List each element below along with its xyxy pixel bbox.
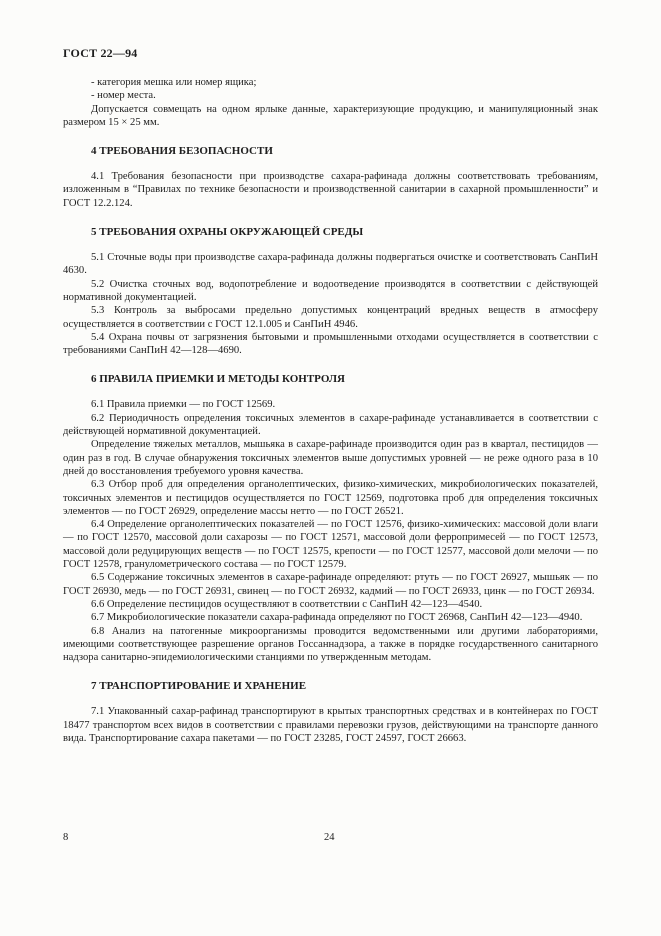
section-5-3: 5.3 Контроль за выбросами предельно допустимых концентраций вредных веществ в атмосферу осуществляется в соответствии с ГОСТ 12.1.005 и СанПиН 4946. <box>63 305 598 330</box>
section-6-1: 6.1 Правила приемки — по ГОСТ 12569. <box>91 399 276 411</box>
document-body <box>63 76 598 745</box>
section-6-3: 6.3 Отбор проб для определения органолептических, физико-химических, микробиологических показателей, токсичных элементов и пестицидов осуществляется по ГОСТ 12569, подготовка проб для определения токсичных элементов — по ГОСТ 26929, определение массы нетто — по ГОСТ 26521. <box>63 479 598 517</box>
section-4-title: 4 ТРЕБОВАНИЯ БЕЗОПАСНОСТИ <box>91 145 273 158</box>
section-6-8: 6.8 Анализ на патогенные микроорганизмы проводится ведомственными или другими лабораториями, имеющими соответствующее разрешение органов Госсаннадзора, а также в порядке государственного санитарного надзора санитарно-эпидемиологическими станциями по утвержденным методам. <box>63 625 598 664</box>
section-5-4: 5.4 Охрана почвы от загрязнения бытовыми и промышленными отходами осуществляется в соответствии с требованиями СанПиН 42—128—4690. <box>63 331 598 357</box>
section-6-title: 6 ПРАВИЛА ПРИЕМКИ И МЕТОДЫ КОНТРОЛЯ <box>91 373 345 386</box>
section-7-title: 7 ТРАНСПОРТИРОВАНИЕ И ХРАНЕНИЕ <box>91 680 307 693</box>
section-6-5: 6.5 Содержание токсичных элементов в сахаре-рафинаде определяют: ртуть — по ГОСТ 26927, мышьяк — по ГОСТ 26930, медь — по ГОСТ 26931, свинец — по ГОСТ 26932, кадмий — по ГОСТ 26933, цинк — по ГОСТ 26934. <box>63 572 598 597</box>
section-5-1: 5.1 Сточные воды при производстве сахара-рафинада должны подвергаться очистке и соответствовать СанПиН 4630. <box>63 252 598 277</box>
standard-header: ГОСТ 22—94 <box>63 46 138 60</box>
page-number-center: 24 <box>324 832 335 843</box>
intro-line-1: - категория мешка или номер ящика; <box>91 77 257 88</box>
section-6-4: 6.4 Определение органолептических показателей — по ГОСТ 12576, физико-химических: массовой доли влаги — по ГОСТ 12570, массовой доли сахарозы — по ГОСТ 12571, массовой доли ферропримесей — по ГОСТ 12573, массовой доли редуцирующих веществ — по ГОСТ 12575, крепости — по ГОСТ 12577, массовой доли мелочи — по ГОСТ 12578, гранулометрического состава — по ГОСТ 12579. <box>63 519 598 571</box>
intro-line-3: Допускается совмещать на одном ярлыке данные, характеризующие продукцию, и манипуляционный знак размером 15 × 25 мм. <box>63 103 598 128</box>
section-6-7: 6.7 Микробиологические показатели сахара-рафинада определяют по ГОСТ 26968, СанПиН 42—123—4940. <box>91 612 583 624</box>
section-5-title: 5 ТРЕБОВАНИЯ ОХРАНЫ ОКРУЖАЮЩЕЙ СРЕДЫ <box>91 226 364 239</box>
section-6-2-detail: Определение тяжелых металлов, мышьяка в сахаре-рафинаде производится один раз в квартал, пестицидов — один раз в год. В случае обнаружения токсичных элементов выше допустимых уровней — не реже одного раза в 10 дней до восстановления требуемого уровня качества. <box>63 439 598 477</box>
section-4-1: 4.1 Требования безопасности при производстве сахара-рафинада должны соответствовать требованиям, изложенным в “Правилах по технике безопасности и производственной санитарии в сахарной промышленности” и ГОСТ 12.2.124. <box>63 171 598 209</box>
page-number-left: 8 <box>63 832 69 843</box>
section-5-2: 5.2 Очистка сточных вод, водопотребление и водоотведение производятся в соответствии с действующей нормативной документацией. <box>63 278 598 303</box>
section-7-1: 7.1 Упакованный сахар-рафинад транспортируют в крытых транспортных средствах и в контейнерах по ГОСТ 18477 транспортом всех видов в соответствии с правилами перевозки грузов, действующими на транспорте данного вида. Транспортирование сахара пакетами — по ГОСТ 23285, ГОСТ 24597, ГОСТ 26663. <box>63 706 598 744</box>
section-6-2: 6.2 Периодичность определения токсичных элементов в сахаре-рафинаде устанавливается в соответствии с действующей нормативной документацией. <box>63 412 598 438</box>
intro-line-2: - номер места. <box>91 90 156 102</box>
section-6-6: 6.6 Определение пестицидов осуществляют в соответствии с СанПиН 42—123—4540. <box>91 598 483 610</box>
